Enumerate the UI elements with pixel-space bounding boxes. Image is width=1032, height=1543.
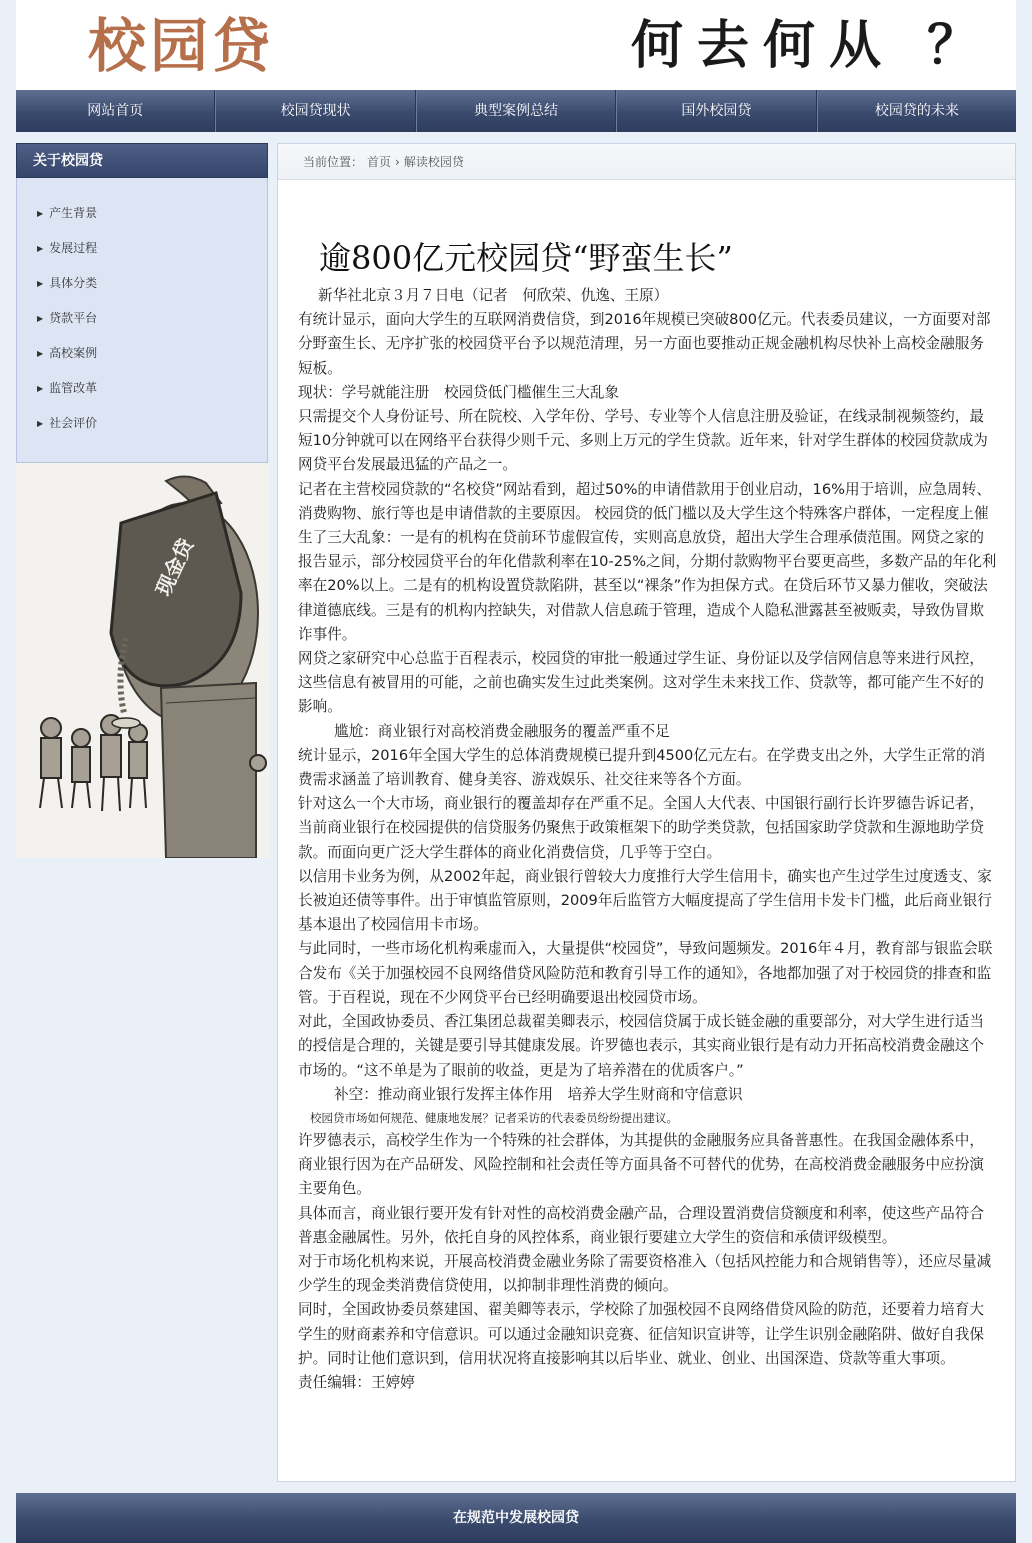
breadcrumb-home-link[interactable]: 首页 <box>367 155 392 169</box>
nav-item-status[interactable]: 校园贷现状 <box>215 90 415 132</box>
article-body <box>298 284 998 1395</box>
breadcrumb-prefix: 当前位置： <box>303 155 364 169</box>
article-dateline: 新华社北京３月７日电（记者 何欣荣、仇逸、王原） <box>318 287 669 304</box>
article-paragraph: 现状：学号就能注册 校园贷低门槛催生三大乱象 <box>298 383 620 401</box>
sidebar-menu <box>16 178 268 463</box>
nav-item-cases[interactable]: 典型案例总结 <box>416 90 616 132</box>
banner-title-left: 校园贷 <box>88 12 275 80</box>
main-content <box>277 143 1016 1482</box>
nav-item-foreign[interactable]: 国外校园贷 <box>616 90 816 132</box>
sidebar-item-label: 贷款平台 <box>49 311 98 325</box>
sidebar-item-label: 社会评价 <box>49 416 98 430</box>
nav-item-home[interactable]: 网站首页 <box>16 90 215 132</box>
sidebar-item-regulation[interactable] <box>17 377 267 412</box>
triangle-right-icon: ▶ <box>37 209 44 218</box>
article-paragraph: 针对这么一个大市场，商业银行的覆盖却存在严重不足。全国人大代表、中国银行副行长许罗德告诉记者，当前商业银行在校园提供的信贷服务仍聚焦于政策框架下的助学类贷款，包括国家助学贷款和生源地助学贷款。而面向更广泛大学生群体的商业化消费信贷，几乎等于空白。 <box>298 795 984 861</box>
triangle-right-icon: ▶ <box>37 279 44 288</box>
article-title: 逾800亿元校园贷“野蛮生长” <box>319 239 733 277</box>
breadcrumb-current: 解读校园贷 <box>403 155 464 169</box>
sidebar <box>16 143 268 600</box>
article-paragraph: 责任编辑：王婷婷 <box>298 1373 415 1391</box>
sidebar-item-background[interactable] <box>17 202 267 237</box>
article-paragraph: 许罗德表示，高校学生作为一个特殊的社会群体，为其提供的金融服务应具备普惠性。在我国金融体系中，商业银行因为在产品研发、风险控制和社会责任等方面具备不可替代的优势，在高校消费金融服务中应扮演主要角色。 <box>298 1131 984 1198</box>
main-nav <box>16 90 1016 132</box>
article-paragraph: 网贷之家研究中心总监于百程表示，校园贷的审批一般通过学生证、身份证以及学信网信息等来进行风控，这些信息有被冒用的可能，之前也确实发生过此类案例。这对学生未来找工作、贷款等，都可能产生不好的影响。 <box>298 650 984 716</box>
article-paragraph: 补空：推动商业银行发挥主体作用 培养大学生财商和守信意识 <box>334 1085 743 1103</box>
nav-item-future[interactable]: 校园贷的未来 <box>817 90 1016 132</box>
article-paragraph: 有统计显示，面向大学生的互联网消费信贷，到2016年规模已突破800亿元。代表委员建议，一方面要对部分野蛮生长、无序扩张的校园贷平台予以规范清理，另一方面也要推动正规金融机构尽快补上高校金融服务短板。 <box>298 311 991 377</box>
sidebar-item-label: 发展过程 <box>49 241 98 255</box>
article-paragraph: 校园贷市场如何规范、健康地发展？记者采访的代表委员纷纷提出建议。 <box>310 1110 678 1125</box>
article-paragraph: 统计显示，2016年全国大学生的总体消费规模已提升到4500亿元左右。在学费支出之外，大学生正常的消费需求涵盖了培训教育、健身美容、游戏娱乐、社交往来等各个方面。 <box>298 746 986 789</box>
sidebar-item-label: 具体分类 <box>49 276 98 290</box>
sidebar-item-label: 监管改革 <box>49 381 98 395</box>
triangle-right-icon: ▶ <box>37 314 44 323</box>
breadcrumb <box>278 144 1015 180</box>
article-paragraph: 尴尬：商业银行对高校消费金融服务的覆盖严重不足 <box>334 722 670 740</box>
cash-loan-label: 现金贷 <box>150 534 199 600</box>
sidebar-item-platforms[interactable] <box>17 307 267 342</box>
article-paragraph: 与此同时，一些市场化机构乘虚而入，大量提供“校园贷”，导致问题频发。2016年４月，教育部与银监会联合发布《关于加强校园不良网络借贷风险防范和教育引导工作的通知》，各地都加强了对于校园贷的排查和监管。于百程说，现在不少网贷平台已经明确要退出校园贷市场。 <box>298 940 993 1006</box>
triangle-right-icon: ▶ <box>37 349 44 358</box>
sidebar-title: 关于校园贷 <box>16 143 268 178</box>
sidebar-item-campus-cases[interactable] <box>17 342 267 377</box>
cash-loan-cartoon <box>16 463 270 858</box>
article-paragraph: 对此，全国政协委员、香江集团总裁翟美卿表示，校园信贷属于成长链金融的重要部分，对大学生进行适当的授信是合理的，关键是要引导其健康发展。许罗德也表示，其实商业银行是有动力开拓高校消费金融这个市场的。“这不单是为了眼前的收益，更是为了培养潜在的优质客户。” <box>298 1013 984 1079</box>
article-paragraph: 同时，全国政协委员蔡建国、翟美卿等表示，学校除了加强校园不良网络借贷风险的防范，还要着力培育大学生的财商素养和守信意识。可以通过金融知识竞赛、征信知识宣讲等，让学生识别金融陷阱、做好自我保护。同时让他们意识到，信用状况将直接影响其以后毕业、就业、创业、出国深造、贷款等重大事项。 <box>298 1301 984 1367</box>
sidebar-item-label: 产生背景 <box>49 206 98 220</box>
breadcrumb-separator: › <box>395 155 400 169</box>
triangle-right-icon: ▶ <box>37 384 44 393</box>
sidebar-item-categories[interactable] <box>17 272 267 307</box>
article-paragraph: 具体而言，商业银行要开发有针对性的高校消费金融产品，合理设置消费信贷额度和利率，使这些产品符合普惠金融属性。另外，依托自身的风控体系，商业银行要建立大学生的资信和承债评级模型。 <box>298 1204 984 1246</box>
cartoon-illustration <box>16 463 270 858</box>
sidebar-item-reviews[interactable] <box>17 412 267 447</box>
banner-title-right: 何去何从 ？ <box>631 15 994 76</box>
article-paragraph: 只需提交个人身份证号、所在院校、入学年份、学号、专业等个人信息注册及验证，在线录制视频签约，最短10分钟就可以在网络平台获得少则千元、多则上万元的学生贷款。近年来，针对学生群体的校园贷款成为网贷平台发展最迅猛的产品之一。 <box>298 408 988 474</box>
triangle-right-icon: ▶ <box>37 419 44 428</box>
site-footer: 在规范中发展校园贷 <box>16 1493 1016 1543</box>
sidebar-item-label: 高校案例 <box>49 346 98 360</box>
sidebar-item-development[interactable] <box>17 237 267 272</box>
site-banner <box>16 0 1016 90</box>
article-paragraph: 记者在主营校园贷款的“名校贷”网站看到，超过50%的申请借款用于创业启动，16%用于培训，应急周转、消费购物、旅行等也是申请借款的主要原因。 校园贷的低门槛以及大学生这个特殊客户群体，一定程度上催生了三大乱象：一是有的机构在贷前环节虚假宣传，实则高息放贷，超出大学生合理承债范围。网贷之家的报告显示，部分校园贷平台的年化借款利率在10-25%之间，分期付款购物平台要更高些，多数产品的年化利率在20%以上。二是有的机构设置贷款陷阱，甚至以“裸条”作为担保方式。在贷后环节又暴力催收，突破法律道德底线。三是有的机构内控缺失，对借款人信息疏于管理，造成个人隐私泄露甚至被贩卖，导致伪冒欺诈事件。 <box>298 480 997 643</box>
article-paragraph: 以信用卡业务为例，从2002年起，商业银行曾较大力度推行大学生信用卡，确实也产生过学生过度透支、家长被迫还债等事件。出于审慎监管原则，2009年后监管方大幅度提高了学生信用卡发卡门槛，此后商业银行基本退出了校园信用卡市场。 <box>298 867 992 934</box>
triangle-right-icon: ▶ <box>37 244 44 253</box>
article-paragraph: 对于市场化机构来说，开展高校消费金融业务除了需要资格准入（包括风控能力和合规销售等），还应尽量减少学生的现金类消费信贷使用，以抑制非理性消费的倾向。 <box>298 1252 992 1295</box>
